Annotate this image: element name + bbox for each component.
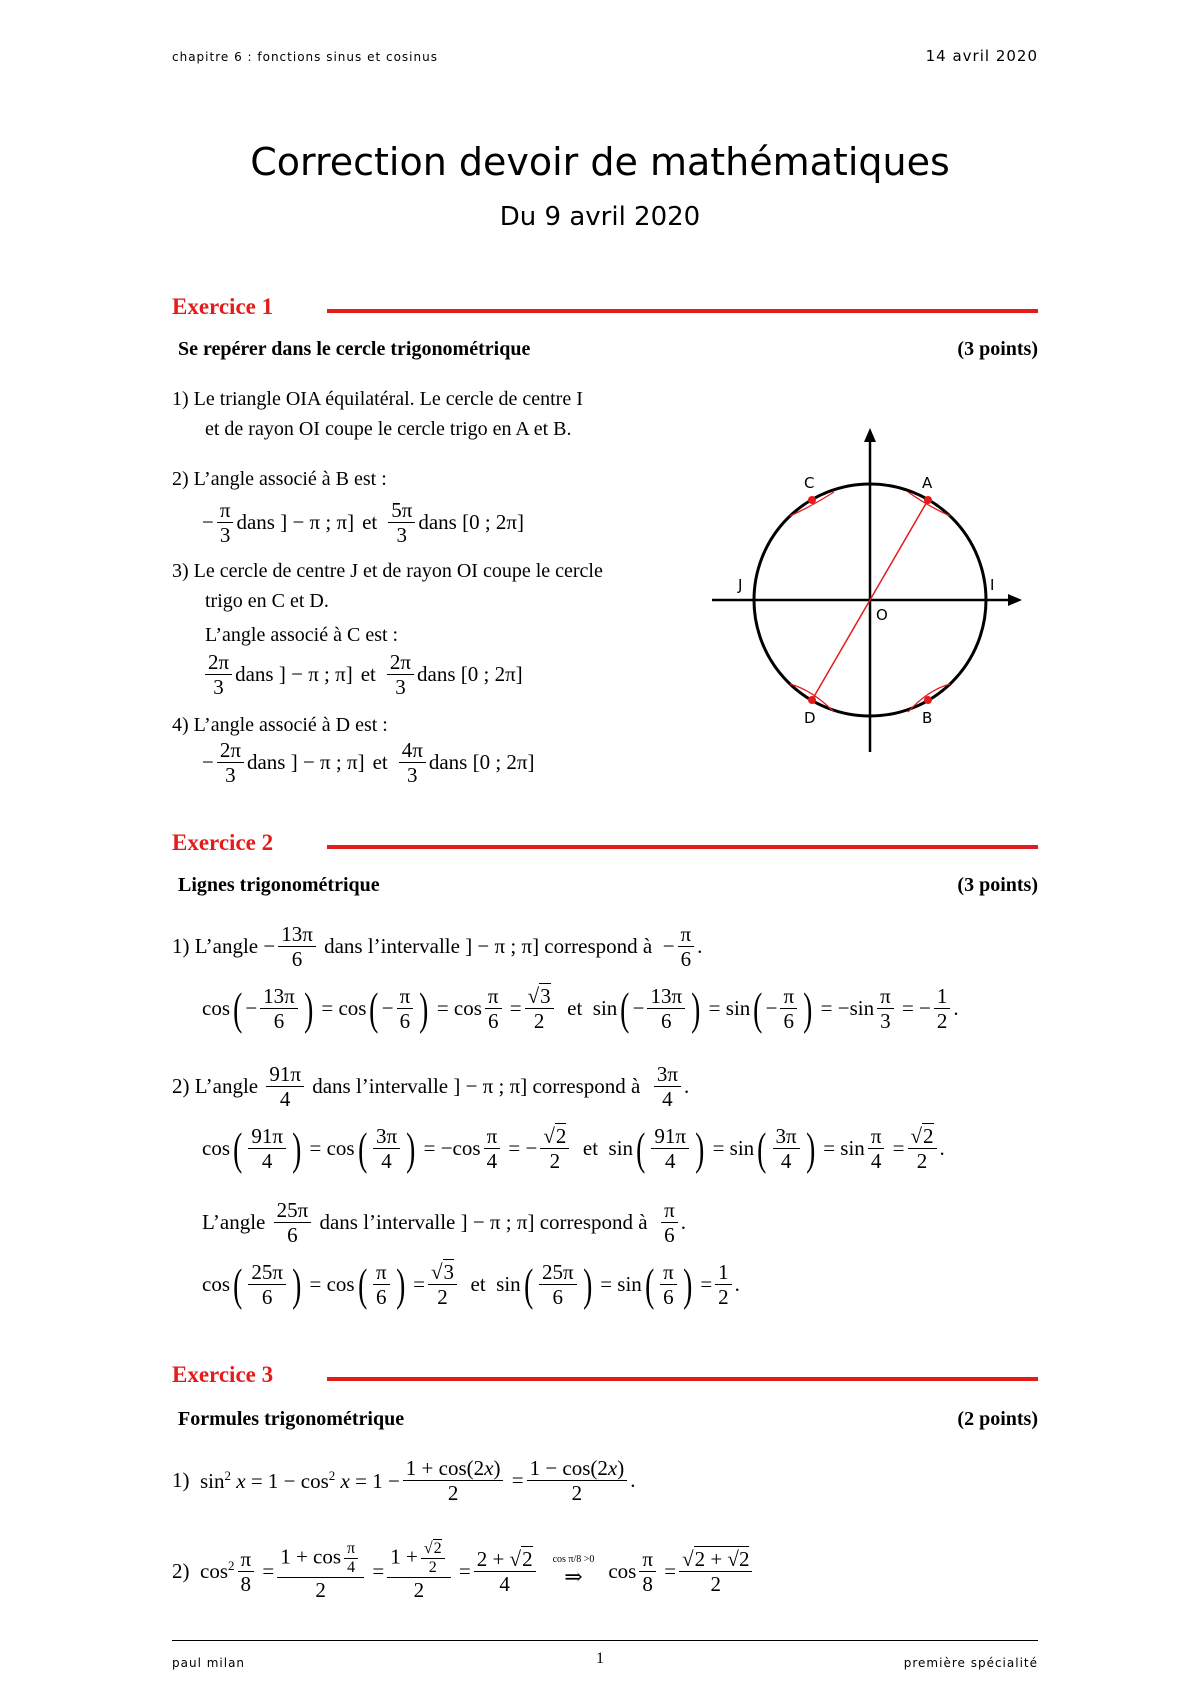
- exercise-1-heading: [178, 338, 1038, 361]
- exercise-2-label: Exercice 2: [172, 830, 285, 856]
- ex2-q2-prefix: 2) L’angle: [172, 1074, 259, 1098]
- ex2-q2-mid: dans l’intervalle ] − π ; π] correspond à: [312, 1074, 641, 1098]
- exercise-2-heading: [178, 874, 1038, 897]
- exercise-1-title: Se repérer dans le cercle trigonométrique: [178, 338, 531, 360]
- exercise-1-rule: [327, 309, 1038, 313]
- and-word: et: [362, 510, 378, 534]
- footer-page-number: 1: [596, 1650, 604, 1667]
- label-O: O: [876, 606, 888, 624]
- ex1-q4-line1: 4) L’angle associé à D est :: [172, 714, 388, 736]
- ex2-q1-calc: cos ( − $\frac{13\pi}{6}$ ) = cos ( − $\frac{\pi}{6}$ ) = cos $\frac{\pi}{6}$ = $\frac{√3}{2}$ et sin ( − $\frac{13\pi}{6}$ ) = sin ( − $\frac{\pi}{6}$ ) = −sin $\frac{\pi}{3}$ = − $\frac{1}{2}$ .: [202, 982, 959, 1034]
- ex1-q2-math: − $\frac{\pi}{3}$ dans ] − π ; π] et $\frac{5\pi}{3}$ dans [0 ; 2π]: [202, 498, 525, 547]
- ex1-q3-line2: trigo en C et D.: [205, 590, 329, 612]
- interval-2: dans [0 ; 2π]: [418, 510, 525, 534]
- label-D: D: [804, 709, 816, 727]
- ex3-condition: cos π/8 >0: [552, 1554, 595, 1565]
- ex3-q2-number: 2): [172, 1558, 190, 1583]
- label-B: B: [922, 709, 933, 727]
- x-axis-arrow: [1008, 594, 1022, 606]
- ex1-q4-math: − $\frac{2\pi}{3}$ dans ] − π ; π] et $\frac{4\pi}{3}$ dans [0 ; 2π]: [202, 738, 535, 787]
- arc-A: [908, 492, 950, 516]
- ex2-q1-prefix: 1) L’angle: [172, 934, 259, 958]
- ex3-q1-formula: 1) $\sin^2 x = 1 - \cos^2 x = 1$ − $\frac{1 + \cos(2x)}{2}$ = $\frac{1 - \cos(2x)}{2}$ .: [172, 1456, 636, 1505]
- label-C: C: [804, 474, 815, 492]
- footer-rule: [172, 1640, 1038, 1641]
- y-axis-arrow: [864, 428, 876, 442]
- ex1-q1-line1: 1) Le triangle OIA équilatéral. Le cercle de centre I: [172, 388, 583, 410]
- ex2-q3-calc: cos ( $\frac{25\pi}{6}$ ) = cos ( $\frac{\pi}{6}$ ) = $\frac{√3}{2}$ et sin ( $\frac{25\pi}{6}$ ) = sin ( $\frac{\pi}{6}$ ) = $\frac{1}{2}$ .: [202, 1258, 740, 1310]
- exercise-2-rule: [327, 845, 1038, 849]
- ex1-q3-line1: 3) Le cercle de centre J et de rayon OI coupe le cercle: [172, 560, 603, 582]
- exercise-2-points: (3 points): [957, 874, 1038, 896]
- ex3-q1-number: 1): [172, 1468, 190, 1492]
- exercise-1-points: (3 points): [957, 338, 1038, 360]
- point-A: [924, 496, 932, 504]
- running-header-date: 14 avril 2020: [925, 47, 1038, 65]
- exercise-1-header: [172, 294, 1038, 326]
- interval-2: dans [0 ; 2π]: [428, 750, 535, 774]
- exercise-3-header: [172, 1362, 1038, 1394]
- interval-1: dans ] − π ; π]: [246, 750, 365, 774]
- point-C: [808, 496, 816, 504]
- exercise-3-label: Exercice 3: [172, 1362, 285, 1388]
- exercise-1-label: Exercice 1: [172, 294, 285, 320]
- ex1-q1-line2: et de rayon OI coupe le cercle trigo en A et B.: [205, 418, 572, 440]
- label-I: I: [990, 576, 995, 594]
- running-header-chapter: chapitre 6 : fonctions sinus et cosinus: [172, 50, 438, 64]
- ex1-q3-line3: L’angle associé à C est :: [205, 624, 399, 646]
- ex1-q3-math: $\frac{2\pi}{3}$ dans ] − π ; π] et $\frac{2\pi}{3}$ dans [0 ; 2π]: [202, 650, 523, 699]
- ex2-q1-mid: dans l’intervalle ] − π ; π] correspond à: [324, 934, 653, 958]
- label-J: J: [738, 576, 743, 594]
- and-word: et: [372, 750, 388, 774]
- footer-author: paul milan: [172, 1656, 246, 1670]
- ex2-q1-statement: 1) L’angle − $\frac{13\pi}{6}$ dans l’intervalle ] − π ; π] correspond à − $\frac{\pi}{6}$ .: [172, 922, 703, 971]
- ex2-q3-prefix: L’angle: [202, 1210, 266, 1234]
- and-word: et: [360, 662, 376, 686]
- label-A: A: [922, 474, 933, 492]
- ex1-q2-line1: 2) L’angle associé à B est :: [172, 468, 387, 490]
- footer-level: première spécialité: [903, 1656, 1038, 1670]
- point-B: [924, 696, 932, 704]
- interval-1: dans ] − π ; π]: [235, 662, 353, 686]
- exercise-3-rule: [327, 1377, 1038, 1381]
- point-D: [808, 696, 816, 704]
- exercise-2-title: Lignes trigonométrique: [178, 874, 380, 896]
- ex3-q2-formula: 2) $\cos^2$ $\frac{\pi}{8}$ = 1 + cos $\frac{\pi}{4}$ 2 = 1 + $\frac{√2}{2}$ 2 = $\frac{2 + √2}{4}$ cos π/8 >0 ⇒ cos $\frac{\pi}{8}$ = $\frac{√2 + √2}{2}$: [172, 1540, 755, 1602]
- trig-circle-figure: [712, 420, 1032, 760]
- ex2-q3-mid: dans l’intervalle ] − π ; π] correspond à: [319, 1210, 648, 1234]
- ex2-q2-calc: cos ( $\frac{91\pi}{4}$ ) = cos ( $\frac{3\pi}{4}$ ) = −cos $\frac{\pi}{4}$ = − $\frac{√2}{2}$ et sin ( $\frac{91\pi}{4}$ ) = sin ( $\frac{3\pi}{4}$ ) = sin $\frac{\pi}{4}$ = $\frac{√2}{2}$ .: [202, 1122, 945, 1174]
- exercise-3-points: (2 points): [957, 1408, 1038, 1430]
- ex2-q3-statement: L’angle $\frac{25\pi}{6}$ dans l’intervalle ] − π ; π] correspond à $\frac{\pi}{6}$ .: [202, 1198, 686, 1247]
- page-subtitle: Du 9 avril 2020: [499, 202, 701, 232]
- ex2-q2-statement: 2) L’angle $\frac{91\pi}{4}$ dans l’intervalle ] − π ; π] correspond à $\frac{3\pi}{4}$ .: [172, 1062, 690, 1111]
- interval-2: dans [0 ; 2π]: [417, 662, 523, 686]
- page-title: Correction devoir de mathématiques: [250, 140, 950, 184]
- exercise-3-title: Formules trigonométrique: [178, 1408, 405, 1430]
- exercise-2-header: [172, 830, 1038, 862]
- interval-1: dans ] − π ; π]: [236, 510, 355, 534]
- exercise-3-heading: [178, 1408, 1038, 1431]
